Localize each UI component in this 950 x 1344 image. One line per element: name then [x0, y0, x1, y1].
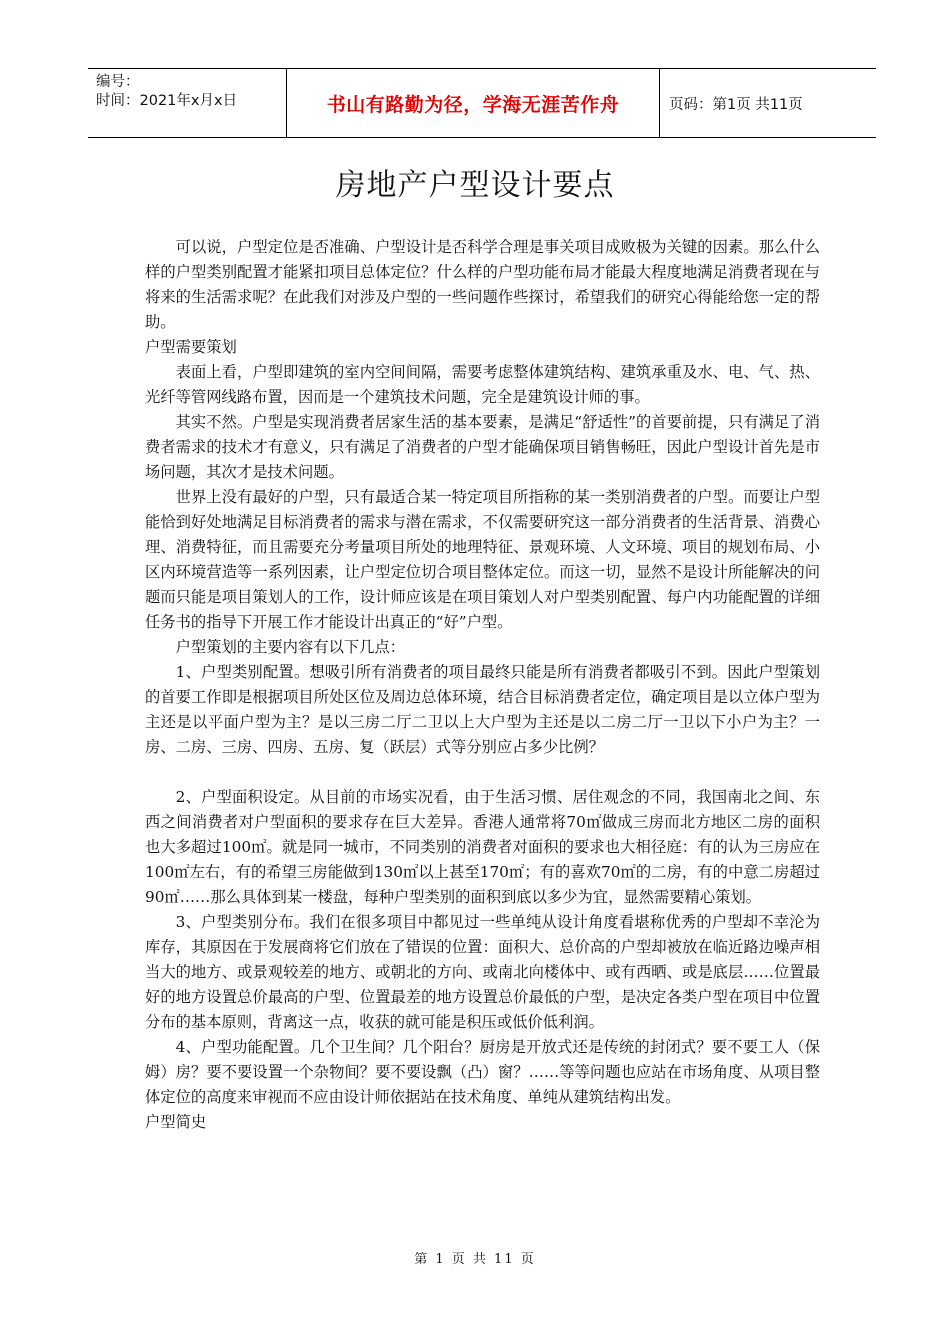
header-page-info: 页码：第1页 共11页 [669, 96, 803, 113]
section-heading-planning: 户型需要策划 [145, 338, 237, 356]
paragraph: 户型策划的主要内容有以下几点： [175, 638, 406, 656]
section-heading-history: 户型简史 [145, 1113, 207, 1131]
list-item-4: 4、户型功能配置。几个卫生间？几个阳台？厨房是开放式还是传统的封闭式？要不要工人（保姆）房？要不要设置一个杂物间？要不要设飘（凸）窗？……等等问题也应站在市场角度、从项目整体定位的高度来审视而不应由设计师依据站在技术角度、单纯从建筑结构出发。 [145, 1038, 820, 1106]
paragraph-intro: 可以说，户型定位是否准确、户型设计是否科学合理是事关项目成败极为关键的因素。那么什么样的户型类别配置才能紧扣项目总体定位？什么样的户型功能布局才能最大程度地满足消费者现在与将来的生活需求呢？在此我们对涉及户型的一些问题作些探讨，希望我们的研究心得能给您一定的帮助。 [145, 238, 820, 331]
blank-line [145, 760, 820, 785]
header-meta [88, 69, 287, 137]
paragraph: 世界上没有最好的户型，只有最适合某一特定项目所指称的某一类别消费者的户型。而要让户型能恰到好处地满足目标消费者的需求与潜在需求，不仅需要研究这一部分消费者的生活背景、消费心理、消费特征，而且需要充分考量项目所处的地理特征、景观环境、人文环境、项目的规划布局、小区内环境营造等一系列因素，让户型定位切合项目整体定位。而这一切，显然不是设计所能解决的问题而只能是项目策划人的工作，设计师应该是在项目策划人对户型类别配置、每户内功能配置的详细任务书的指导下开展工作才能设计出真正的“好”户型。 [145, 488, 820, 631]
document-date: 时间：2021年x月x日 [96, 93, 238, 109]
header-motto: 书山有路勤为径，学海无涯苦作舟 [287, 69, 660, 137]
list-item-1: 1、户型类别配置。想吸引所有消费者的项目最终只能是所有消费者都吸引不到。因此户型策划的首要工作即是根据项目所处区位及周边总体环境，结合目标消费者定位，确定项目是以立体户型为主还是以平面户型为主？是以三房二厅二卫以上大户型为主还是以二房二厅一卫以下小户为主？一房、二房、三房、四房、五房、复（跃层）式等分别应占多少比例？ [145, 663, 820, 756]
list-item-3: 3、户型类别分布。我们在很多项目中都见过一些单纯从设计角度看堪称优秀的户型却不幸沦为库存，其原因在于发展商将它们放在了错误的位置：面积大、总价高的户型却被放在临近路边噪声相当大的地方、或景观较差的地方、或朝北的方向、或南北向楼体中、或有西晒、或是底层……位置最好的地方设置总价最高的户型、位置最差的地方设置总价最低的户型，是决定各类户型在项目中位置分布的基本原则，背离这一点，收获的就可能是积压或低价低利润。 [145, 913, 820, 1031]
document-number-label: 编号： [96, 74, 140, 90]
paragraph: 表面上看，户型即建筑的室内空间间隔，需要考虑整体建筑结构、建筑承重及水、电、气、热、光纤等管网线路布置，因而是一个建筑技术问题，完全是建筑设计师的事。 [145, 363, 820, 406]
list-item-2: 2、户型面积设定。从目前的市场实况看，由于生活习惯、居住观念的不同，我国南北之间、东西之间消费者对户型面积的要求存在巨大差异。香港人通常将70㎡做成三房而北方地区二房的面积也大多超过100㎡。就是同一城市，不同类别的消费者对面积的要求也大相径庭：有的认为三房应在100㎡左右，有的希望三房能做到130㎡以上甚至170㎡；有的喜欢70㎡的二房，有的中意二房超过90㎡……那么具体到某一楼盘，每种户型类别的面积到底以多少为宜，显然需要精心策划。 [145, 788, 820, 906]
document-title: 房地产户型设计要点 [335, 168, 615, 203]
page-header [88, 68, 876, 138]
page-footer: 第 1 页 共 11 页 [414, 1252, 536, 1267]
paragraph: 其实不然。户型是实现消费者居家生活的基本要素，是满足“舒适性”的首要前提，只有满足了消费者需求的技术才有意义，只有满足了消费者的户型才能确保项目销售畅旺，因此户型设计首先是市场问题，其次才是技术问题。 [145, 413, 820, 481]
document-body [145, 235, 820, 1135]
